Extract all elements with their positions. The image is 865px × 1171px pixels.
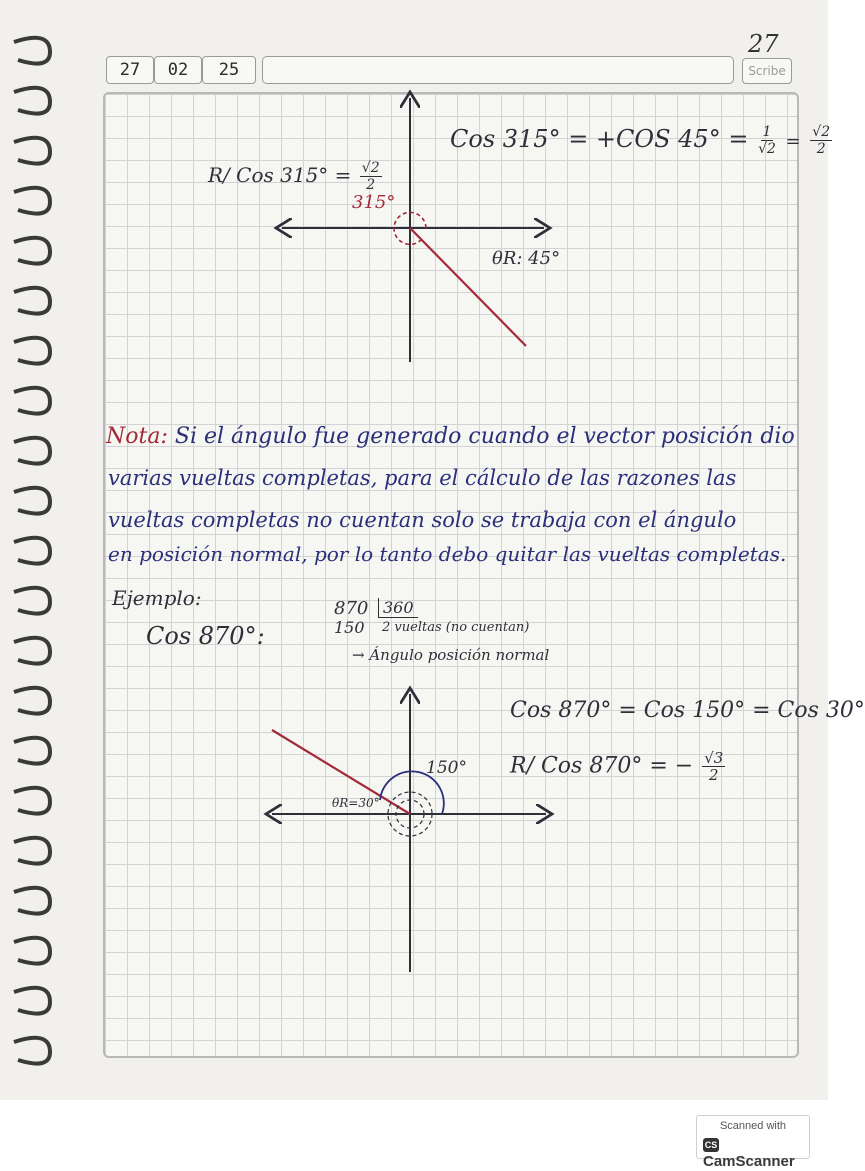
division-quotient: 2 vueltas (no cuentan) <box>382 620 530 635</box>
division-divisor: 360 <box>378 598 418 618</box>
date-day: 27 <box>106 56 154 84</box>
angle-label-150: 150° <box>426 758 467 778</box>
example1-answer-text: R/ Cos 315° = <box>208 163 352 187</box>
example1-answer-den: 2 <box>366 177 376 193</box>
scanner-brand: CamScanner <box>703 1153 795 1170</box>
ref-angle-label-45: θR: 45° <box>492 248 561 269</box>
note-line-3: vueltas completas no cuentan solo se trabaja con el ángulo <box>108 508 737 532</box>
note-line-4: en posición normal, por lo tanto debo quitar las vueltas completas. <box>108 542 787 566</box>
date-month: 02 <box>154 56 202 84</box>
example2-answer <box>510 750 727 783</box>
division-remainder: 150 <box>334 618 365 637</box>
example2-expr: Cos 870°: <box>146 622 265 650</box>
camscanner-logo-icon: CS <box>704 1140 718 1150</box>
date-year: 25 <box>202 56 256 84</box>
brand-logo: Scribe <box>742 58 792 84</box>
example2-answer-text: R/ Cos 870° = − <box>510 753 694 779</box>
graph1-terminal-ray <box>410 228 526 346</box>
note-line-2: varias vueltas completas, para el cálculo de las razones las <box>108 466 737 490</box>
frac2-den: 2 <box>816 141 826 157</box>
frac1-den: √2 <box>758 141 776 157</box>
frac2-num: √2 <box>812 124 831 140</box>
note-text-1: Si el ángulo fue generado cuando el vector posición dio <box>174 424 795 449</box>
scanner-line2 <box>703 1136 809 1170</box>
angle-label-315: 315° <box>352 192 396 213</box>
note-line-1 <box>106 424 795 449</box>
normal-angle-note: → Ángulo posición normal <box>352 646 550 664</box>
example2-answer-num: √3 <box>704 749 724 767</box>
example1-answer-num: √2 <box>361 160 380 176</box>
example1-equation-text: Cos 315° = +COS 45° = <box>450 125 749 153</box>
graph-870 <box>272 694 546 972</box>
page-number: 27 <box>748 30 779 58</box>
division-dividend: 870 <box>334 598 369 619</box>
note-label: Nota: <box>106 424 168 449</box>
example2-answer-den: 2 <box>708 766 719 784</box>
scanner-watermark <box>696 1115 810 1170</box>
frac1-num: 1 <box>762 124 772 140</box>
example1-equation: Cos 315° = +COS 45° = $\frac{1}{√2}$ = $\frac{√2}{2}$ <box>450 124 831 157</box>
ref-angle-label-30: θR=30° <box>332 796 380 810</box>
example2-equation: Cos 870° = Cos 150° = Cos 30° <box>510 698 865 723</box>
scanner-line1: Scanned with <box>719 1120 787 1132</box>
example-heading: Ejemplo: <box>112 586 202 610</box>
example1-answer <box>208 160 384 193</box>
